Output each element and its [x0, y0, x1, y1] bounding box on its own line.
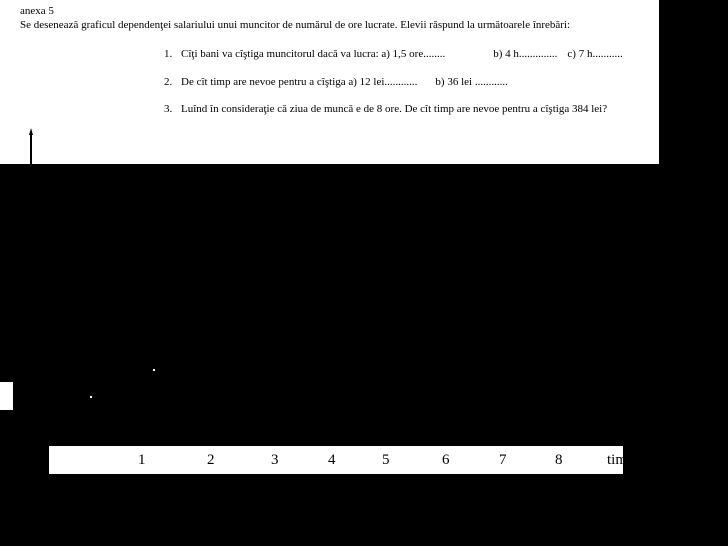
x-tick-label: 3	[271, 452, 279, 468]
x-axis-label: tim	[607, 452, 628, 468]
question-3	[164, 103, 607, 116]
question-text: Luînd în consideraţie că ziua de muncă e de 8 ore. De cît timp are nevoe pentru a cîştiga 384 lei?	[181, 103, 608, 115]
x-axis-ticks	[49, 446, 628, 474]
question-text: Cîţi bani va cîştiga muncitorul dacă va lucra: a) 1,5 ore........	[181, 48, 446, 60]
question-part-c: c) 7 h...........	[567, 48, 623, 60]
question-number: 1.	[164, 48, 173, 60]
question-1	[164, 48, 623, 61]
annex-label: anexa 5	[20, 5, 54, 17]
plot-point	[90, 396, 92, 398]
x-tick-label: 4	[328, 452, 336, 468]
x-tick-label: 7	[499, 452, 507, 468]
x-tick-label: 6	[442, 452, 450, 468]
question-part-b: b) 36 lei ............	[435, 76, 508, 88]
y-axis-arrow	[29, 128, 33, 164]
axis-fragment	[0, 382, 13, 410]
question-part-b: b) 4 h..............	[493, 48, 558, 60]
question-number: 2.	[164, 76, 173, 88]
worksheet-panel	[0, 0, 659, 164]
question-2	[164, 76, 508, 89]
x-tick-label: 1	[138, 452, 146, 468]
question-text: De cît timp are nevoe pentru a cîştiga a) 12 lei............	[181, 76, 418, 88]
x-tick-label: 5	[382, 452, 390, 468]
plot-point	[153, 369, 155, 371]
x-tick-label: 2	[207, 452, 215, 468]
question-number: 3.	[164, 103, 173, 115]
intro-text: Se desenează graficul dependenţei salariului unui muncitor de numărul de ore lucrate. Elevii răspund la următoarele înrebări:	[20, 19, 571, 31]
x-tick-label: 8	[555, 452, 563, 468]
